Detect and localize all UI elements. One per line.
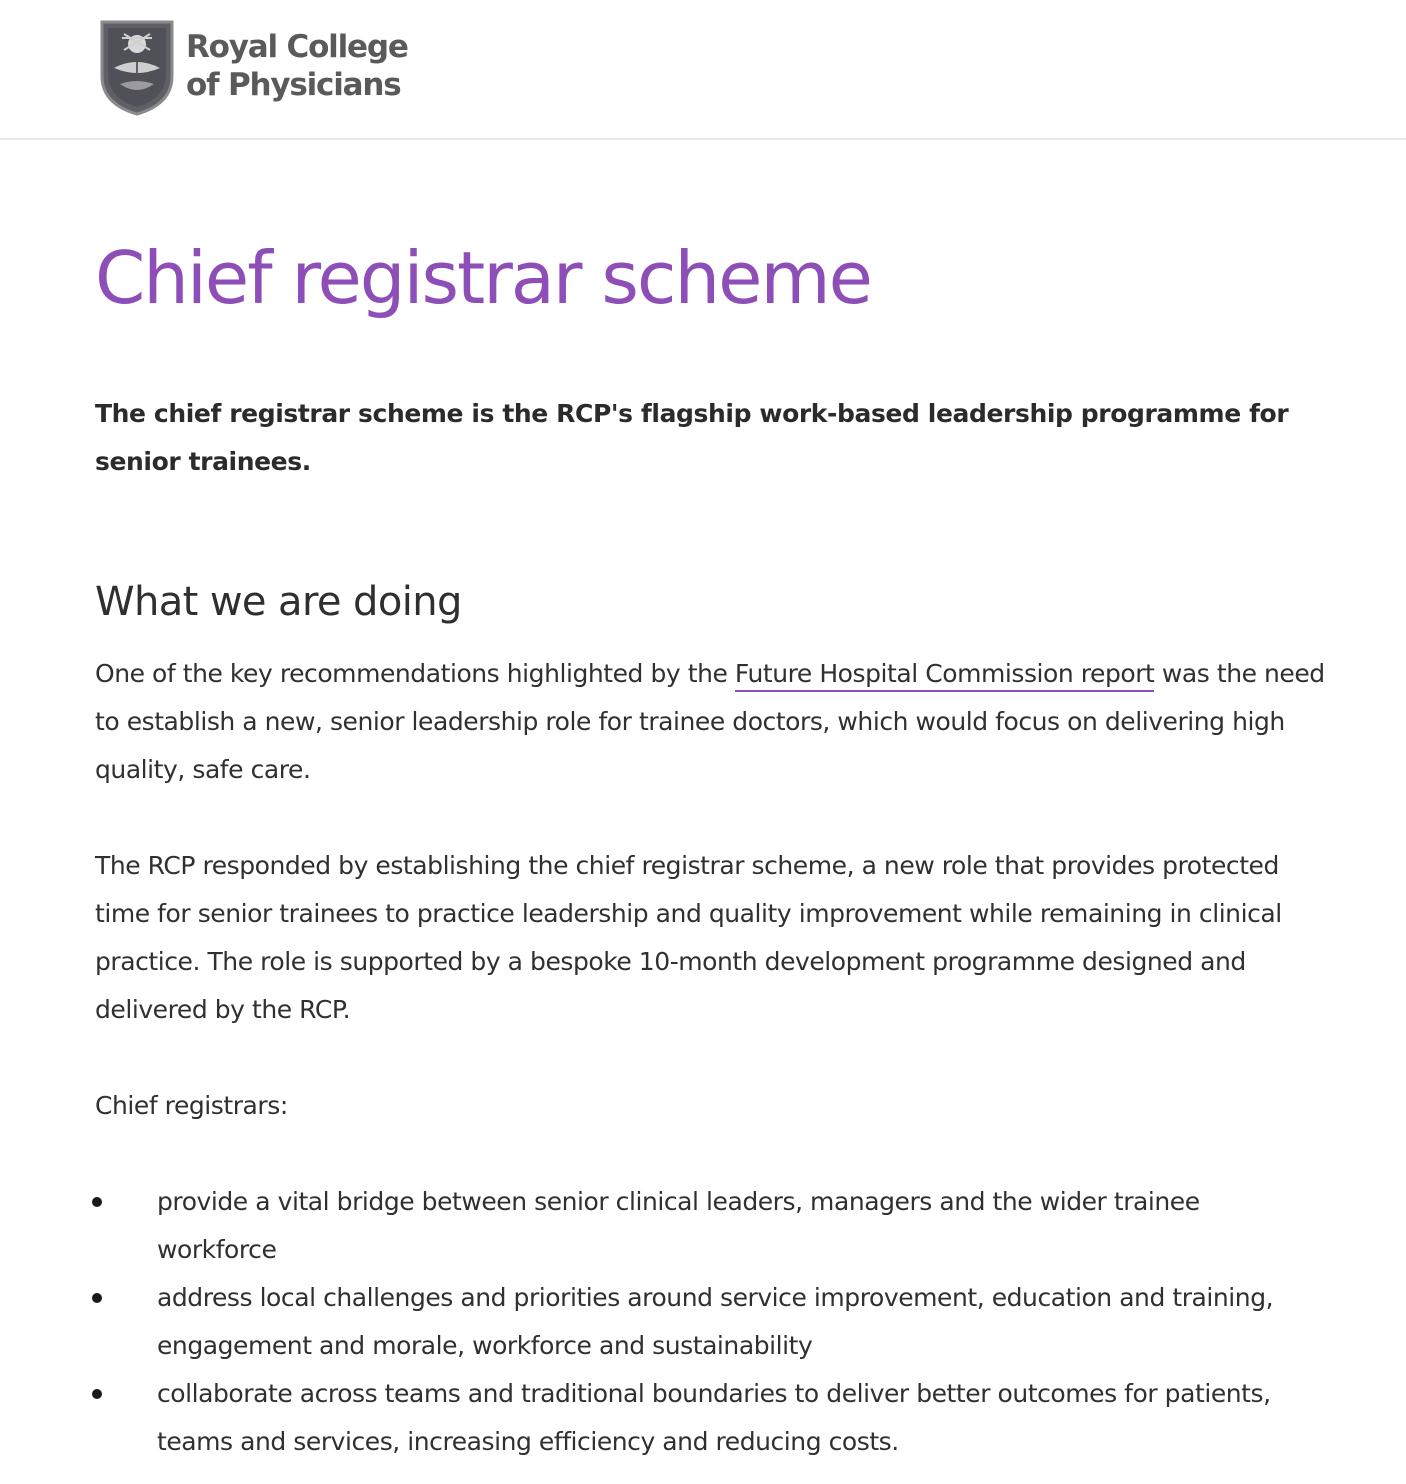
bullet-icon	[92, 1197, 102, 1207]
main-content	[95, 230, 1325, 1466]
logo-line-1: Royal College	[186, 29, 408, 65]
site-logo[interactable]	[96, 16, 408, 116]
bullet-icon	[92, 1293, 102, 1303]
list-item-text: address local challenges and priorities around service improvement, education and training, engagement and morale, workforce and sustainability	[157, 1283, 1274, 1360]
list-item	[95, 1370, 1315, 1466]
intro-text: The chief registrar scheme is the RCP's flagship work-based leadership programme for senior trainees.	[95, 399, 1289, 476]
site-header	[0, 0, 1406, 140]
list-item	[95, 1274, 1315, 1370]
logo-line-2: of Physicians	[186, 67, 401, 103]
future-hospital-commission-report-link[interactable]: Future Hospital Commission report	[735, 659, 1155, 692]
paragraph-text-before-link: One of the key recommendations highlighted by the	[95, 659, 735, 688]
bullet-icon	[92, 1389, 102, 1399]
paragraph-text-after-link: was the need to establish a new, senior leadership role for trainee doctors, which would focus on delivering high quality, safe care.	[95, 659, 1325, 784]
list-item-text: provide a vital bridge between senior clinical leaders, managers and the wider trainee workforce	[157, 1187, 1200, 1264]
list-item	[95, 1178, 1315, 1274]
logo-wordmark	[186, 28, 408, 104]
crest-icon	[96, 16, 178, 116]
section-heading: What we are doing	[95, 579, 462, 625]
chief-registrars-list	[95, 1178, 1315, 1466]
paragraph-rcp-response: The RCP responded by establishing the chief registrar scheme, a new role that provides protected time for senior trainees to practice leadership and quality improvement while remaining in clinical practice. The role is supported by a bespoke 10-month development programme designed and delivered by the RCP.	[95, 851, 1282, 1024]
paragraph-chief-registrars: Chief registrars:	[95, 1091, 288, 1120]
list-item-text: collaborate across teams and traditional boundaries to deliver better outcomes for patients, teams and services, increasing efficiency and reducing costs.	[157, 1379, 1271, 1456]
paragraph-future-hospital	[95, 650, 1325, 794]
page-title: Chief registrar scheme	[95, 236, 871, 320]
